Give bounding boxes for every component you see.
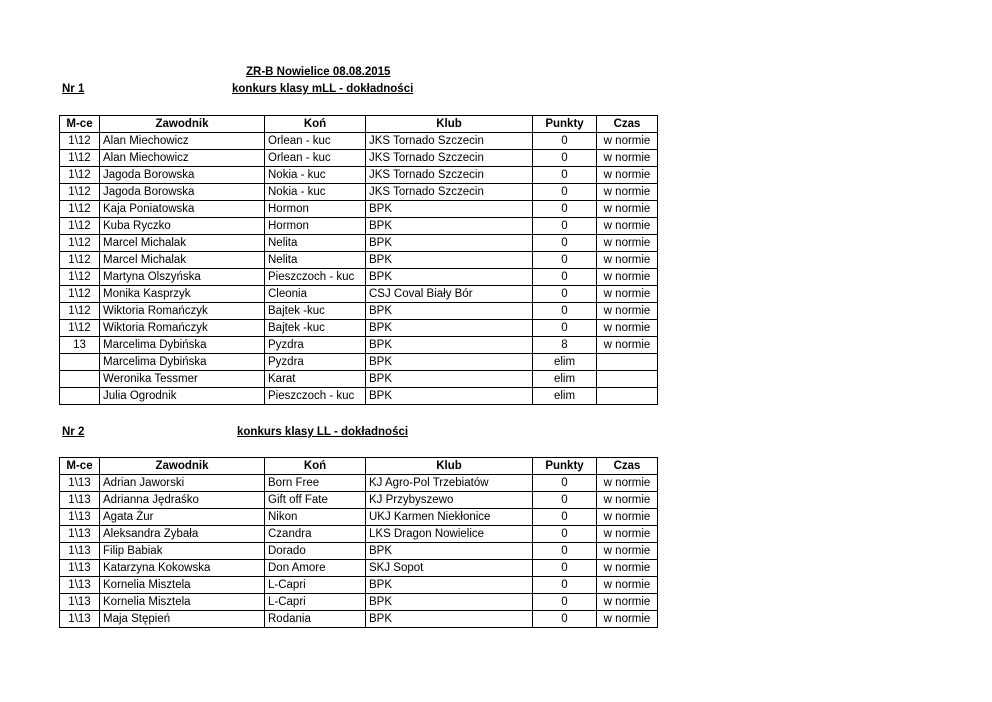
club-cell: BPK <box>366 577 533 594</box>
club-cell: JKS Tornado Szczecin <box>366 167 533 184</box>
rider-cell: Monika Kasprzyk <box>100 286 265 303</box>
points-cell: 0 <box>533 577 597 594</box>
place-cell: 1\12 <box>60 150 100 167</box>
club-cell: JKS Tornado Szczecin <box>366 133 533 150</box>
col-header-place: M-ce <box>60 458 100 475</box>
time-cell: w normie <box>597 286 658 303</box>
points-cell: 0 <box>533 235 597 252</box>
results-table-1 <box>59 115 658 405</box>
points-cell: 0 <box>533 611 597 628</box>
club-cell: BPK <box>366 218 533 235</box>
time-cell: w normie <box>597 560 658 577</box>
horse-cell: L-Capri <box>265 594 366 611</box>
rider-cell: Kornelia Misztela <box>100 577 265 594</box>
table-row <box>60 371 658 388</box>
club-cell: BPK <box>366 269 533 286</box>
club-cell: KJ Przybyszewo <box>366 492 533 509</box>
place-cell: 1\13 <box>60 594 100 611</box>
points-cell: 0 <box>533 560 597 577</box>
rider-cell: Agata Żur <box>100 509 265 526</box>
place-cell: 1\12 <box>60 252 100 269</box>
col-header-time: Czas <box>597 458 658 475</box>
time-cell <box>597 354 658 371</box>
place-cell: 1\12 <box>60 167 100 184</box>
place-cell: 1\13 <box>60 475 100 492</box>
club-cell: SKJ Sopot <box>366 560 533 577</box>
rider-cell: Marcel Michalak <box>100 252 265 269</box>
place-cell: 1\12 <box>60 235 100 252</box>
time-cell: w normie <box>597 475 658 492</box>
time-cell: w normie <box>597 133 658 150</box>
rider-cell: Weronika Tessmer <box>100 371 265 388</box>
time-cell: w normie <box>597 594 658 611</box>
time-cell: w normie <box>597 509 658 526</box>
section-2-title: konkurs klasy LL - dokładności <box>237 426 409 438</box>
time-cell: w normie <box>597 150 658 167</box>
time-cell: w normie <box>597 320 658 337</box>
horse-cell: Orlean - kuc <box>265 150 366 167</box>
time-cell: w normie <box>597 492 658 509</box>
table-row <box>60 526 658 543</box>
club-cell: JKS Tornado Szczecin <box>366 184 533 201</box>
rider-cell: Julia Ogrodnik <box>100 388 265 405</box>
place-cell <box>60 388 100 405</box>
horse-cell: Nikon <box>265 509 366 526</box>
club-cell: UKJ Karmen Niekłonice <box>366 509 533 526</box>
place-cell: 1\13 <box>60 492 100 509</box>
time-cell: w normie <box>597 526 658 543</box>
horse-cell: Pieszczoch - kuc <box>265 388 366 405</box>
club-cell: BPK <box>366 354 533 371</box>
col-header-rider: Zawodnik <box>100 458 265 475</box>
club-cell: LKS Dragon Nowielice <box>366 526 533 543</box>
place-cell: 1\12 <box>60 201 100 218</box>
horse-cell: Nelita <box>265 252 366 269</box>
points-cell: 0 <box>533 320 597 337</box>
rider-cell: Martyna Olszyńska <box>100 269 265 286</box>
col-header-points: Punkty <box>533 116 597 133</box>
time-cell: w normie <box>597 201 658 218</box>
table-row <box>60 543 658 560</box>
rider-cell: Kaja Poniatowska <box>100 201 265 218</box>
rider-cell: Kornelia Misztela <box>100 594 265 611</box>
rider-cell: Katarzyna Kokowska <box>100 560 265 577</box>
event-title: ZR-B Nowielice 08.08.2015 <box>246 66 391 78</box>
points-cell: 0 <box>533 526 597 543</box>
table-row <box>60 218 658 235</box>
points-cell: 0 <box>533 133 597 150</box>
rider-cell: Alan Miechowicz <box>100 133 265 150</box>
rider-cell: Maja Stępień <box>100 611 265 628</box>
col-header-place: M-ce <box>60 116 100 133</box>
points-cell: elim <box>533 388 597 405</box>
table-row <box>60 184 658 201</box>
time-cell: w normie <box>597 269 658 286</box>
table-row <box>60 594 658 611</box>
section-1-title: konkurs klasy mLL - dokładności <box>232 83 414 95</box>
table-header-row <box>60 116 658 133</box>
time-cell: w normie <box>597 218 658 235</box>
club-cell: BPK <box>366 201 533 218</box>
club-cell: JKS Tornado Szczecin <box>366 150 533 167</box>
rider-cell: Jagoda Borowska <box>100 167 265 184</box>
table-row <box>60 235 658 252</box>
horse-cell: Pyzdra <box>265 354 366 371</box>
rider-cell: Kuba Ryczko <box>100 218 265 235</box>
horse-cell: Hormon <box>265 201 366 218</box>
rider-cell: Aleksandra Zybała <box>100 526 265 543</box>
table-row <box>60 167 658 184</box>
table-row <box>60 201 658 218</box>
table-row <box>60 560 658 577</box>
col-header-rider: Zawodnik <box>100 116 265 133</box>
horse-cell: Nokia - kuc <box>265 167 366 184</box>
rider-cell: Adrianna Jędraśko <box>100 492 265 509</box>
rider-cell: Marcelima Dybińska <box>100 337 265 354</box>
horse-cell: L-Capri <box>265 577 366 594</box>
table-row <box>60 577 658 594</box>
points-cell: 0 <box>533 184 597 201</box>
table-row <box>60 388 658 405</box>
place-cell <box>60 354 100 371</box>
section-2-number: Nr 2 <box>62 426 85 438</box>
table-header-row <box>60 458 658 475</box>
horse-cell: Dorado <box>265 543 366 560</box>
horse-cell: Karat <box>265 371 366 388</box>
points-cell: 0 <box>533 543 597 560</box>
results-table-2 <box>59 457 658 628</box>
col-header-horse: Koń <box>265 116 366 133</box>
place-cell: 1\12 <box>60 286 100 303</box>
club-cell: BPK <box>366 594 533 611</box>
col-header-club: Klub <box>366 458 533 475</box>
place-cell <box>60 371 100 388</box>
time-cell: w normie <box>597 303 658 320</box>
points-cell: 0 <box>533 492 597 509</box>
rider-cell: Adrian Jaworski <box>100 475 265 492</box>
club-cell: BPK <box>366 320 533 337</box>
place-cell: 1\13 <box>60 509 100 526</box>
club-cell: BPK <box>366 252 533 269</box>
horse-cell: Hormon <box>265 218 366 235</box>
club-cell: BPK <box>366 388 533 405</box>
horse-cell: Bajtek -kuc <box>265 303 366 320</box>
points-cell: 0 <box>533 475 597 492</box>
time-cell: w normie <box>597 167 658 184</box>
table-row <box>60 303 658 320</box>
col-header-club: Klub <box>366 116 533 133</box>
horse-cell: Born Free <box>265 475 366 492</box>
points-cell: elim <box>533 371 597 388</box>
time-cell: w normie <box>597 611 658 628</box>
section-1-number: Nr 1 <box>62 83 85 95</box>
place-cell: 1\12 <box>60 218 100 235</box>
rider-cell: Jagoda Borowska <box>100 184 265 201</box>
rider-cell: Alan Miechowicz <box>100 150 265 167</box>
table-row <box>60 509 658 526</box>
place-cell: 1\13 <box>60 611 100 628</box>
points-cell: 0 <box>533 218 597 235</box>
points-cell: 0 <box>533 150 597 167</box>
club-cell: BPK <box>366 611 533 628</box>
club-cell: BPK <box>366 235 533 252</box>
table-row <box>60 320 658 337</box>
place-cell: 1\12 <box>60 133 100 150</box>
table-row <box>60 337 658 354</box>
place-cell: 1\12 <box>60 303 100 320</box>
time-cell: w normie <box>597 235 658 252</box>
rider-cell: Filip Babiak <box>100 543 265 560</box>
club-cell: KJ Agro-Pol Trzebiatów <box>366 475 533 492</box>
rider-cell: Wiktoria Romańczyk <box>100 303 265 320</box>
time-cell: w normie <box>597 543 658 560</box>
place-cell: 13 <box>60 337 100 354</box>
place-cell: 1\12 <box>60 184 100 201</box>
col-header-points: Punkty <box>533 458 597 475</box>
place-cell: 1\12 <box>60 320 100 337</box>
points-cell: 0 <box>533 509 597 526</box>
time-cell: w normie <box>597 337 658 354</box>
time-cell: w normie <box>597 184 658 201</box>
points-cell: 0 <box>533 286 597 303</box>
points-cell: elim <box>533 354 597 371</box>
horse-cell: Pieszczoch - kuc <box>265 269 366 286</box>
place-cell: 1\13 <box>60 560 100 577</box>
points-cell: 0 <box>533 252 597 269</box>
club-cell: CSJ Coval Biały Bór <box>366 286 533 303</box>
points-cell: 8 <box>533 337 597 354</box>
points-cell: 0 <box>533 201 597 218</box>
club-cell: BPK <box>366 337 533 354</box>
table-row <box>60 286 658 303</box>
club-cell: BPK <box>366 303 533 320</box>
rider-cell: Marcel Michalak <box>100 235 265 252</box>
place-cell: 1\13 <box>60 543 100 560</box>
points-cell: 0 <box>533 269 597 286</box>
time-cell: w normie <box>597 577 658 594</box>
horse-cell: Don Amore <box>265 560 366 577</box>
table-row <box>60 133 658 150</box>
place-cell: 1\13 <box>60 526 100 543</box>
rider-cell: Wiktoria Romańczyk <box>100 320 265 337</box>
horse-cell: Nokia - kuc <box>265 184 366 201</box>
horse-cell: Orlean - kuc <box>265 133 366 150</box>
horse-cell: Pyzdra <box>265 337 366 354</box>
points-cell: 0 <box>533 594 597 611</box>
horse-cell: Czandra <box>265 526 366 543</box>
horse-cell: Gift off Fate <box>265 492 366 509</box>
table-row <box>60 611 658 628</box>
time-cell <box>597 388 658 405</box>
horse-cell: Nelita <box>265 235 366 252</box>
time-cell <box>597 371 658 388</box>
time-cell: w normie <box>597 252 658 269</box>
horse-cell: Cleonia <box>265 286 366 303</box>
horse-cell: Rodania <box>265 611 366 628</box>
place-cell: 1\12 <box>60 269 100 286</box>
horse-cell: Bajtek -kuc <box>265 320 366 337</box>
col-header-horse: Koń <box>265 458 366 475</box>
rider-cell: Marcelima Dybińska <box>100 354 265 371</box>
table-row <box>60 354 658 371</box>
table-row <box>60 475 658 492</box>
table-row <box>60 492 658 509</box>
table-row <box>60 150 658 167</box>
points-cell: 0 <box>533 303 597 320</box>
club-cell: BPK <box>366 371 533 388</box>
col-header-time: Czas <box>597 116 658 133</box>
points-cell: 0 <box>533 167 597 184</box>
table-row <box>60 269 658 286</box>
place-cell: 1\13 <box>60 577 100 594</box>
table-row <box>60 252 658 269</box>
club-cell: BPK <box>366 543 533 560</box>
